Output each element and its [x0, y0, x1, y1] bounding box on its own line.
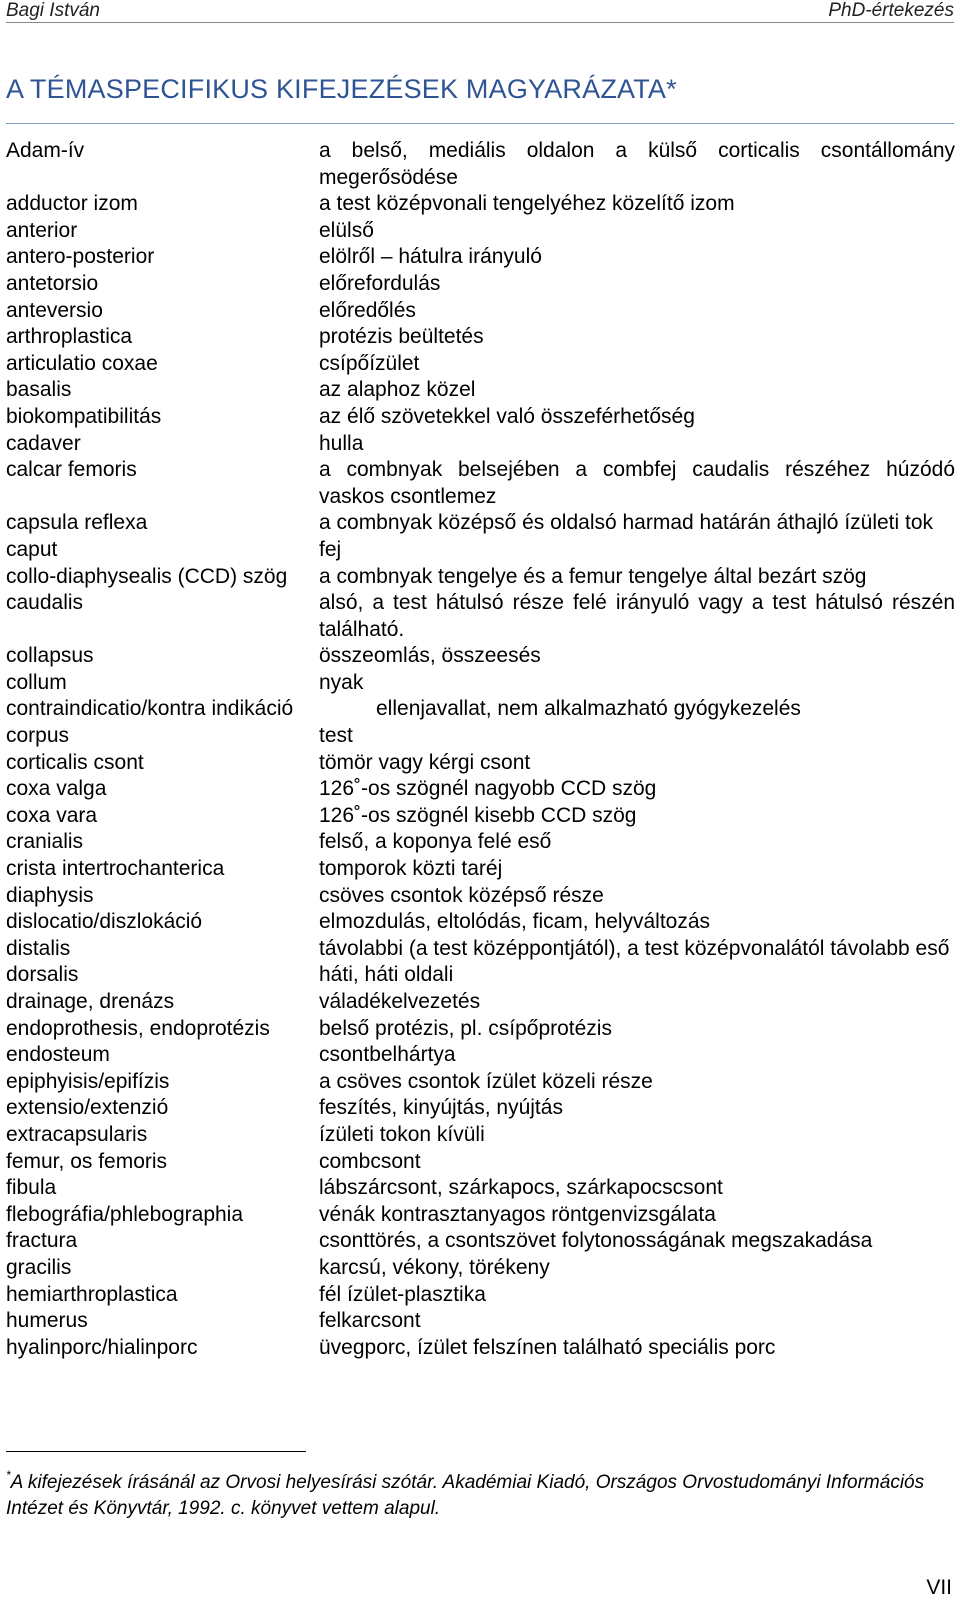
glossary-term: antero-posterior: [6, 245, 155, 269]
glossary-definition: vénák kontrasztanyagos röntgenvizsgálata: [319, 1202, 716, 1226]
glossary-term: humerus: [6, 1309, 88, 1333]
glossary-entry: [6, 324, 955, 351]
glossary-term: cadaver: [6, 431, 81, 455]
glossary-entry: [6, 1175, 955, 1202]
glossary-term: coxa vara: [6, 803, 98, 827]
glossary-definition: a belső, mediális oldalon a külső corticalis csontállomány megerősödése: [319, 139, 955, 189]
glossary-term: hemiarthroplastica: [6, 1282, 178, 1306]
glossary-definition: alsó, a test hátulsó része felé irányuló vagy a test hátulsó részén található.: [319, 591, 955, 641]
footnote-text: A kifejezések írásánál az Orvosi helyesírási szótár. Akadémiai Kiadó, Országos Orvostudományi Információs Intézet és Könyvtár, 1992. c. könyvet vettem alapul.: [6, 1472, 925, 1519]
header-author: Bagi István: [6, 0, 100, 21]
glossary-term: extensio/extenzió: [6, 1096, 169, 1120]
glossary-definition: combcsont: [319, 1149, 421, 1173]
glossary-term: caput: [6, 537, 58, 561]
glossary-term: arthroplastica: [6, 325, 133, 349]
glossary-entry: [6, 829, 955, 856]
glossary-definition: elülső: [319, 218, 374, 242]
glossary-definition: üvegporc, ízület felszínen található speciális porc: [319, 1335, 776, 1359]
page-header: [6, 0, 954, 23]
glossary-entry: [6, 537, 955, 564]
glossary-term: cranialis: [6, 830, 84, 854]
glossary-term: dorsalis: [6, 963, 79, 987]
glossary-entry: [6, 244, 955, 271]
glossary-definition: fej: [319, 537, 342, 561]
glossary-term: fractura: [6, 1229, 78, 1253]
glossary-term: basalis: [6, 378, 72, 402]
glossary-term: drainage, drenázs: [6, 990, 175, 1013]
glossary-entry: [6, 1255, 955, 1282]
glossary-entry: [6, 1016, 955, 1043]
glossary-entry: [6, 723, 955, 750]
glossary-entry: [6, 750, 955, 777]
glossary-definition: 126˚-os szögnél kisebb CCD szög: [319, 803, 637, 827]
glossary-term: antetorsio: [6, 271, 99, 295]
glossary-definition: elmozdulás, eltolódás, ficam, helyváltozás: [319, 910, 711, 934]
glossary-entry: [6, 271, 955, 298]
glossary-term: diaphysis: [6, 883, 94, 907]
glossary-definition: lábszárcsont, szárkapocs, szárkapocscsont: [319, 1176, 723, 1200]
glossary-definition: távolabbi (a test középpontjától), a test középvonalától távolabb eső: [319, 936, 950, 960]
glossary-definition: feszítés, kinyújtás, nyújtás: [319, 1096, 563, 1120]
glossary-definition: tömör vagy kérgi csont: [319, 750, 531, 774]
glossary-entry: [6, 377, 955, 404]
glossary-definition: fél ízület-plasztika: [319, 1282, 486, 1306]
footnote: [6, 1462, 946, 1522]
glossary-definition: előrefordulás: [319, 271, 441, 295]
glossary-entry: [6, 1308, 955, 1335]
glossary-entry: [6, 1228, 955, 1255]
glossary-definition: tomporok közti taréj: [319, 857, 503, 881]
glossary-entry: [6, 1122, 955, 1149]
glossary-entry: [6, 404, 955, 431]
glossary-entry: [6, 670, 955, 697]
glossary-term: Adam-ív: [6, 139, 85, 162]
glossary-term: capsula reflexa: [6, 511, 148, 535]
glossary-entry: [6, 564, 955, 591]
glossary-entry: [6, 218, 955, 245]
glossary-entry: [6, 1335, 955, 1362]
glossary-entry: [6, 1282, 955, 1309]
glossary-term: calcar femoris: [6, 458, 137, 482]
glossary-entry: [6, 510, 955, 537]
glossary-term: endoprothesis, endoprotézis: [6, 1016, 270, 1040]
glossary-term: corpus: [6, 724, 70, 748]
glossary-term: anterior: [6, 218, 78, 242]
glossary-entry: [6, 1202, 955, 1229]
glossary-term: collo-diaphysealis (CCD) szög: [6, 564, 288, 588]
glossary-definition: csontbelhártya: [319, 1043, 456, 1067]
glossary-definition: a combnyak középső és oldalsó harmad határán áthajló ízületi tok: [319, 511, 934, 535]
glossary-term: biokompatibilitás: [6, 404, 162, 428]
glossary-definition: felkarcsont: [319, 1309, 421, 1333]
glossary-entry: [6, 989, 955, 1016]
glossary-definition: 126˚-os szögnél nagyobb CCD szög: [319, 777, 657, 801]
glossary-term: fibula: [6, 1176, 57, 1200]
glossary-definition: előredőlés: [319, 298, 416, 322]
glossary-definition: csípőízület: [319, 351, 420, 375]
glossary-term: collapsus: [6, 644, 94, 668]
glossary-entry: [6, 431, 955, 458]
glossary-term: contraindicatio/kontra indikáció: [6, 697, 294, 721]
glossary-definition: a combnyak tengelye és a femur tengelye által bezárt szög: [319, 564, 867, 588]
glossary-entry: [6, 1069, 955, 1096]
glossary-term: corticalis csont: [6, 750, 144, 774]
footnote-divider: [6, 1451, 306, 1452]
glossary-entry: [6, 803, 955, 830]
glossary-definition: csöves csontok középső része: [319, 883, 604, 907]
glossary-entry: [6, 643, 955, 670]
glossary-definition: ízületi tokon kívüli: [319, 1122, 485, 1146]
glossary-entry: [6, 457, 955, 510]
glossary-term: articulatio coxae: [6, 351, 158, 375]
glossary-term: hyalinporc/hialinporc: [6, 1335, 198, 1359]
glossary-term: caudalis: [6, 591, 84, 615]
glossary-entry: [6, 1149, 955, 1176]
glossary-term: crista intertrochanterica: [6, 857, 225, 881]
glossary-entry: [6, 191, 955, 218]
glossary-term: femur, os femoris: [6, 1149, 168, 1173]
glossary-entry: [6, 696, 955, 723]
glossary-entry: [6, 1095, 955, 1122]
glossary-definition: protézis beültetés: [319, 325, 484, 349]
glossary-definition: felső, a koponya felé eső: [319, 830, 552, 854]
footnote-marker: *: [6, 1468, 11, 1482]
glossary-entry: [6, 351, 955, 378]
glossary-term: dislocatio/diszlokáció: [6, 910, 203, 934]
glossary-entry: [6, 776, 955, 803]
glossary-entry: [6, 856, 955, 883]
glossary-definition: összeomlás, összeesés: [319, 644, 541, 668]
page-number: VII: [926, 1576, 952, 1599]
glossary-definition: ellenjavallat, nem alkalmazható gyógykezelés: [376, 697, 801, 721]
glossary-definition: nyak: [319, 670, 364, 694]
glossary-term: flebográfia/phlebographia: [6, 1202, 244, 1226]
glossary-definition: csonttörés, a csontszövet folytonosságának megszakadása: [319, 1229, 873, 1253]
glossary-list: [6, 138, 955, 1361]
glossary-entry: [6, 962, 955, 989]
glossary-definition: az élő szövetekkel való összeférhetőség: [319, 404, 695, 428]
glossary-definition: a combnyak belsejében a combfej caudalis részéhez húzódó vaskos csontlemez: [319, 458, 955, 508]
page-title: A TÉMASPECIFIKUS KIFEJEZÉSEK MAGYARÁZATA*: [6, 70, 954, 124]
glossary-definition: hulla: [319, 431, 364, 455]
glossary-definition: a csöves csontok ízület közeli része: [319, 1069, 653, 1093]
glossary-entry: [6, 590, 955, 643]
glossary-entry: [6, 138, 955, 191]
glossary-term: adductor izom: [6, 192, 138, 216]
glossary-entry: [6, 298, 955, 325]
glossary-definition: elölről – hátulra irányuló: [319, 245, 542, 269]
glossary-term: distalis: [6, 936, 71, 960]
glossary-term: endosteum: [6, 1043, 110, 1067]
glossary-entry: [6, 909, 955, 936]
glossary-term: collum: [6, 670, 67, 694]
glossary-term: anteversio: [6, 298, 103, 322]
glossary-term: epiphyisis/epifízis: [6, 1069, 170, 1093]
glossary-definition: test: [319, 724, 353, 748]
glossary-term: extracapsularis: [6, 1122, 148, 1146]
glossary-definition: belső protézis, pl. csípőprotézis: [319, 1016, 612, 1040]
glossary-term: gracilis: [6, 1255, 72, 1279]
glossary-definition: az alaphoz közel: [319, 378, 476, 402]
glossary-definition: a test középvonali tengelyéhez közelítő izom: [319, 192, 735, 216]
glossary-term: coxa valga: [6, 777, 107, 801]
glossary-entry: [6, 883, 955, 910]
header-document-type: PhD-értekezés: [828, 0, 954, 21]
glossary-entry: [6, 936, 955, 963]
glossary-definition: háti, háti oldali: [319, 963, 454, 987]
glossary-definition: karcsú, vékony, törékeny: [319, 1255, 550, 1279]
glossary-definition: váladékelvezetés: [319, 990, 481, 1013]
glossary-entry: [6, 1042, 955, 1069]
